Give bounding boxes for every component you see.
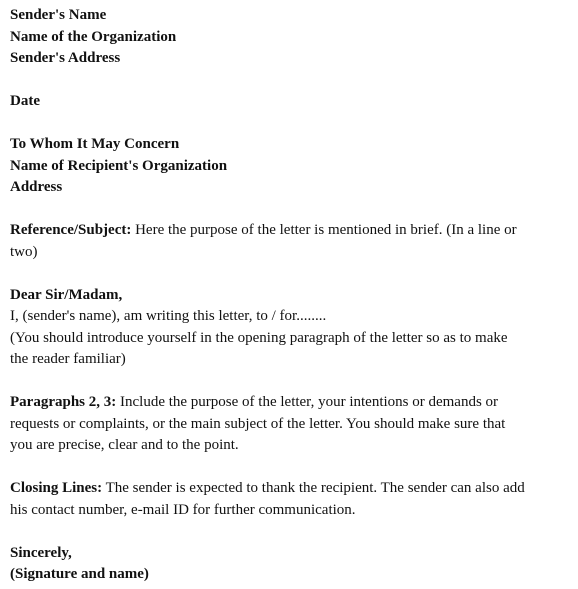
closing-label: Closing Lines: bbox=[10, 480, 103, 496]
body-paragraphs-text-2: requests or complaints, or the main subject of the letter. You should make sure that bbox=[10, 415, 506, 432]
closing-text-1: The sender is expected to thank the recipient. The sender can also add bbox=[102, 480, 525, 496]
sender-address: Sender's Address bbox=[10, 50, 121, 66]
spacer bbox=[10, 199, 568, 221]
sign-off: Sincerely, bbox=[10, 544, 72, 561]
body-paragraphs-label: Paragraphs 2, 3: bbox=[10, 394, 117, 410]
sender-organization: Name of the Organization bbox=[10, 28, 177, 45]
reference-text-1: Here the purpose of the letter is mentioned in brief. (In a line or bbox=[131, 222, 517, 238]
signature-and-name: (Signature and name) bbox=[10, 566, 149, 582]
spacer bbox=[10, 457, 568, 479]
recipient-organization: Name of Recipient's Organization bbox=[10, 157, 228, 174]
closing-line-1 bbox=[10, 478, 568, 500]
spacer bbox=[10, 113, 568, 135]
reference-label: Reference/Subject: bbox=[10, 222, 132, 238]
body-paragraphs-text-1: Include the purpose of the letter, your intentions or demands or bbox=[116, 394, 499, 410]
closing-text-2: his contact number, e-mail ID for further communication. bbox=[10, 501, 356, 518]
body-paragraphs-text-3: you are precise, clear and to the point. bbox=[10, 437, 239, 453]
opening-line-3: the reader familiar) bbox=[10, 351, 126, 367]
recipient-address: Address bbox=[10, 179, 63, 195]
spacer bbox=[10, 70, 568, 92]
letter-date: Date bbox=[10, 93, 40, 109]
reference-text-2: two) bbox=[10, 243, 38, 260]
body-paragraphs-line-1 bbox=[10, 392, 568, 414]
greeting: Dear Sir/Madam, bbox=[10, 286, 123, 303]
spacer bbox=[10, 371, 568, 393]
reference-line-1 bbox=[10, 220, 568, 242]
opening-line-1: I, (sender's name), am writing this letter, to / for........ bbox=[10, 308, 327, 324]
opening-line-2: (You should introduce yourself in the opening paragraph of the letter so as to make bbox=[10, 329, 508, 346]
recipient-salutation-line: To Whom It May Concern bbox=[10, 136, 180, 152]
spacer bbox=[10, 521, 568, 543]
sender-name: Sender's Name bbox=[10, 7, 107, 23]
spacer bbox=[10, 263, 568, 285]
